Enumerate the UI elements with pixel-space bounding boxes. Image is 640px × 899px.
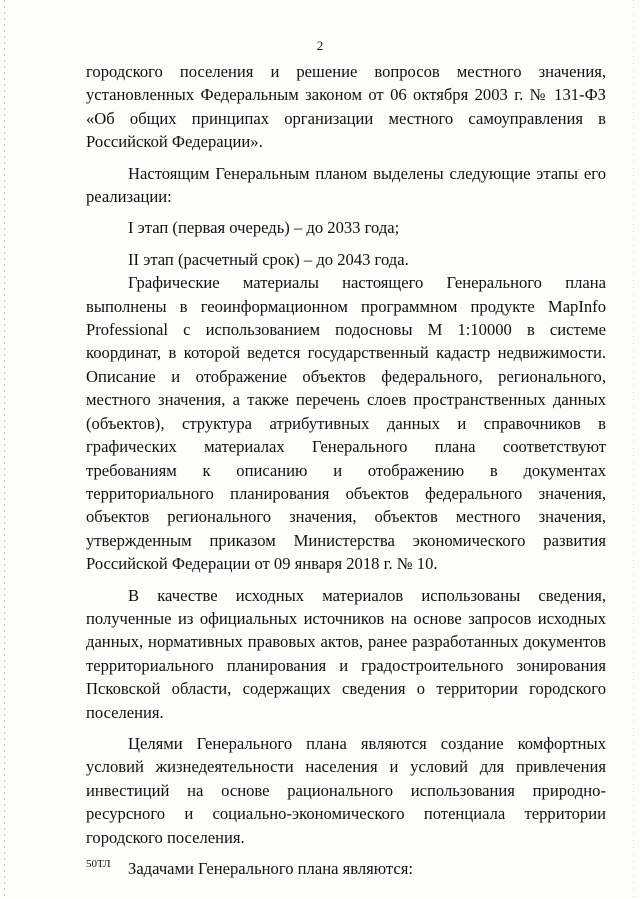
paragraph-graphic-materials: Графические материалы настоящего Генерального плана выполнены в геоинформационном программном продукте MapInfo Professional с использованием подосновы М 1:10000 в системе координат, в которой ведется государственный кадастр недвижимости. Описание и отображение объектов федерального, регионального, местного значения, а также перечень слоев пространственных данных (объектов), структура атрибутивных данных и справочников в графических материалах Генерального плана соответствуют требованиям к описанию и отображению в документах территориального планирования объектов федерального значения, объектов регионального значения, объектов местного значения, утвержденным приказом Министерства экономического развития Российской Федерации от 09 января 2018 г. № 10.: [86, 273, 606, 574]
document-body: [86, 60, 606, 880]
stage-1-item: I этап (первая очередь) – до 2033 года;: [128, 218, 400, 238]
paragraph-tasks-heading: Задачами Генерального плана являются:: [128, 859, 413, 878]
paragraph-intro-continuation: городского поселения и решение вопросов местного значения, установленных Федеральным законом от 06 октября 2003 г. № 131-ФЗ «Об общих принципах организации местного самоуправления в Российской Федерации».: [86, 62, 606, 152]
scan-edge-left: [4, 0, 5, 899]
paragraph-stages-intro: Настоящим Генеральным планом выделены следующие этапы его реализации:: [86, 163, 606, 207]
footer-code: 50ТЛ: [86, 858, 111, 870]
paragraph-source-materials: В качестве исходных материалов использованы сведения, полученные из официальных источников на основе запросов исходных данных, нормативных правовых актов, ранее разработанных документов территориального планирования и градостроительного зонирования Псковской области, содержащих сведения о территории городского поселения.: [86, 585, 606, 722]
scan-edge-right: [633, 0, 634, 899]
stage-2-item: II этап (расчетный срок) – до 2043 года.: [128, 249, 409, 269]
paragraph-goals: Целями Генерального плана являются создание комфортных условий жизнедеятельности населения и условий для привлечения инвестиций на основе рационального использования природно-ресурсного и социально-экономического потенциала территории городского поселения.: [86, 733, 606, 847]
page-number: 2: [316, 38, 324, 53]
